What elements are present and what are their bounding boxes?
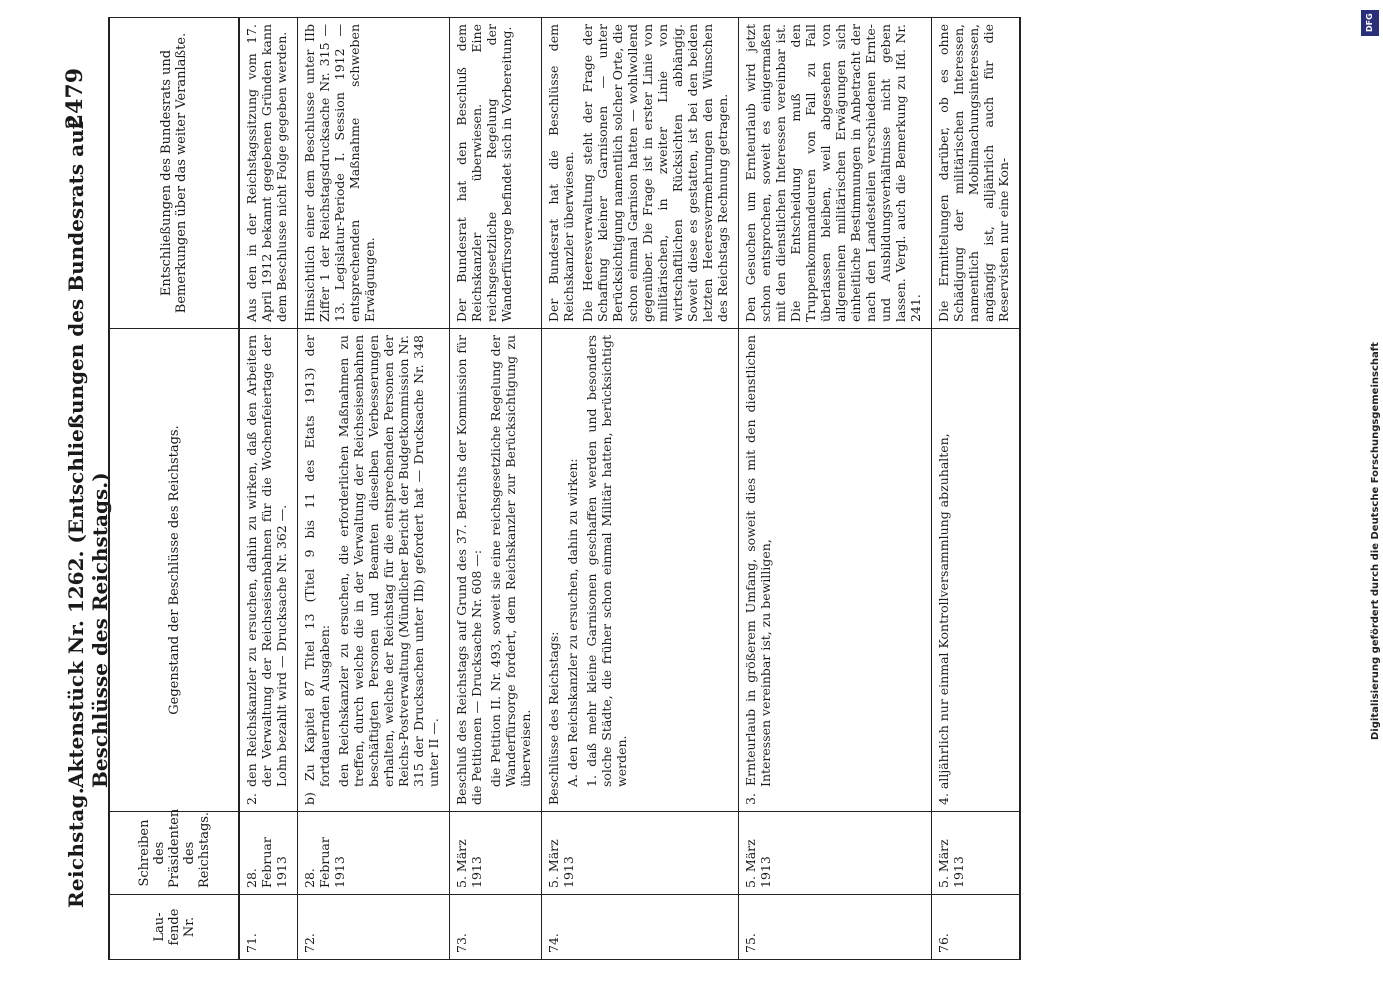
header-date: Schreiben des Präsidenten des Reichstags.	[109, 812, 239, 895]
row-subject	[739, 329, 932, 812]
row-nr: 73.	[450, 895, 542, 960]
subject-text: b) Zu Kapitel 87 Titel 13 (Titel 9 bis 11 des Etats 1913) der fortdauernden Ausgaben:	[302, 335, 332, 805]
row-nr: 71.	[239, 895, 298, 960]
row-date: 5. März 1913	[542, 812, 739, 895]
row-resolution	[739, 18, 932, 329]
row-nr: 76.	[932, 895, 1021, 960]
table-header-row	[109, 18, 239, 960]
subject-subtext: den Reichskanzler zu ersuchen, die erforderlichen Maßnahmen zu treffen, durch welche die in der Verwaltung der Reichseisenbahnen beschäftigten Personen und Beamten dieselben Verbesserungen erhalten, welche der Reichstag für die entsprechenden Personen der Reichs-Postverwaltung (Mündlicher Bericht der Budgetkommission Nr. 315 der Drucksachen unter IIb) gefordert hat — Drucksache Nr. 348 unter II —.	[336, 335, 441, 787]
row-resolution	[239, 18, 298, 329]
rotated-document-page	[0, 24, 1383, 1000]
subject-text: Beschlüsse des Reichstags:	[546, 631, 561, 805]
resolution-text: Der Bundesrat hat den Beschluß dem Reichskanzler überwiesen. Eine reichsgesetzliche Regelung der Wanderfürsorge befindet sich in Vorbereitung.	[454, 24, 514, 322]
row-resolution	[542, 18, 739, 329]
header-title: Aktenstück Nr. 1262. (Entschließungen des Bundesrats auf Beschlüsse des Reichstags.)	[64, 120, 112, 788]
row-date: 5. März 1913	[450, 812, 542, 895]
header-subject: Gegenstand der Beschlüsse des Reichstags.	[109, 329, 239, 812]
digitization-note: Digitalisierung gefördert durch die Deutsche Forschungsgemeinschaft	[1370, 342, 1381, 740]
resolution-text: Den Gesuchen um Ernteurlaub wird jetzt schon entsprochen, soweit es einigermaßen mit den dienstlichen Interessen vereinbar ist. Die Entscheidung muß den Truppenkommandeuren von Fall zu Fall überlassen bleiben, weil abgesehen von allgemeinen militärischen Erwägungen sich einheitliche Bestimmungen in Anbetracht der nach den Landesteilen verschiedenen Ernte- und Ausbildungsverhältnisse nicht geben lassen. Vergl. auch die Bemerkung zu lfd. Nr. 241.	[743, 24, 923, 322]
row-nr: 72.	[298, 895, 450, 960]
header-resolution: Entschließungen des Bundesrats und Bemerkungen über das weiter Veranlaßte.	[109, 18, 239, 329]
row-nr: 75.	[739, 895, 932, 960]
table-row	[932, 18, 1021, 960]
table-row	[739, 18, 932, 960]
table-row	[450, 18, 542, 960]
row-subject	[298, 329, 450, 812]
row-resolution	[450, 18, 542, 329]
subject-text: 4. alljährlich nur einmal Kontrollversammlung abzuhalten,	[936, 433, 951, 805]
dfg-logo: DFG	[1361, 10, 1379, 36]
page-number: 2479	[62, 68, 88, 130]
row-resolution	[298, 18, 450, 329]
row-subject	[932, 329, 1021, 812]
row-resolution	[932, 18, 1021, 329]
table-row	[239, 18, 298, 960]
header-reichstag: Reichstag.	[64, 786, 88, 908]
subject-text: Beschluß des Reichstags auf Grund des 37. Berichts der Kommission für die Petitionen — Drucksache Nr. 608 —:	[454, 335, 484, 805]
subject-subtext: A. den Reichskanzler zu ersuchen, dahin zu wirken:	[565, 458, 580, 787]
row-subject	[450, 329, 542, 812]
subject-subtext-2: 1. daß mehr kleine Garnisonen geschaffen werden und besonders solche Städte, die früher schon einmal Militär hatten, berücksichtigt werden.	[584, 335, 629, 787]
resolution-text: Der Bundesrat hat die Beschlüsse dem Reichskanzler überwiesen.	[546, 24, 576, 322]
resolution-text: Die Ermittelungen darüber, ob es ohne Schädigung der militärischen Interessen, namentlich Mobilmachungsinteressen, angängig ist, alljährlich auch für die Reservisten nur eine Kon-	[936, 24, 1011, 322]
table-row	[542, 18, 739, 960]
row-date: 5. März 1913	[932, 812, 1021, 895]
resolutions-table	[108, 17, 1021, 960]
row-subject	[239, 329, 298, 812]
resolution-text: Hinsichtlich einer dem Beschlusse unter IIb Ziffer 1 der Reichstagsdrucksache Nr. 315 — 13. Legislatur-Periode I. Session 1912 — entsprechenden Maßnahme schweben Erwägungen.	[302, 24, 377, 322]
header-nr: Lau-fende Nr.	[109, 895, 239, 960]
row-nr: 74.	[542, 895, 739, 960]
subject-text: 3. Ernteurlaub in größerem Umfang, soweit dies mit den dienstlichen Interessen vereinbar ist, zu bewilligen,	[743, 335, 773, 805]
page-header	[60, 68, 112, 908]
subject-text: 2. den Reichskanzler zu ersuchen, dahin zu wirken, daß den Arbeitern der Verwaltung der Reichseisenbahnen für die Wochenfeiertage der Lohn bezahlt wird — Drucksache Nr. 362 —.	[244, 335, 289, 805]
resolution-text: Aus den in der Reichstagssitzung vom 17. April 1912 bekannt gegebenen Gründen kann dem Beschlusse nicht Folge gegeben werden.	[244, 24, 289, 322]
row-date: 28. Februar 1913	[298, 812, 450, 895]
table-row	[298, 18, 450, 960]
row-date: 5. März 1913	[739, 812, 932, 895]
resolution-text-2: Die Heeresverwaltung steht der Frage der Schaffung kleiner Garnisonen — unter Berücksichtigung namentlich solcher Orte, die schon einmal Garnison hatten — wohlwollend gegenüber. Die Frage ist in erster Linie von militärischen, in zweiter Linie von wirtschaftlichen Rücksichten abhängig. Soweit diese es gestatten, ist bei den beiden letzten Heeresvermehrungen den Wünschen des Reichstags Rechnung getragen.	[580, 24, 730, 322]
row-subject	[542, 329, 739, 812]
row-date: 28. Februar 1913	[239, 812, 298, 895]
subject-subtext: die Petition II. Nr. 493, soweit sie eine reichsgesetzliche Regelung der Wanderfürsorge fordert, dem Reichskanzler zur Berücksichtigung zu überweisen.	[488, 335, 533, 787]
